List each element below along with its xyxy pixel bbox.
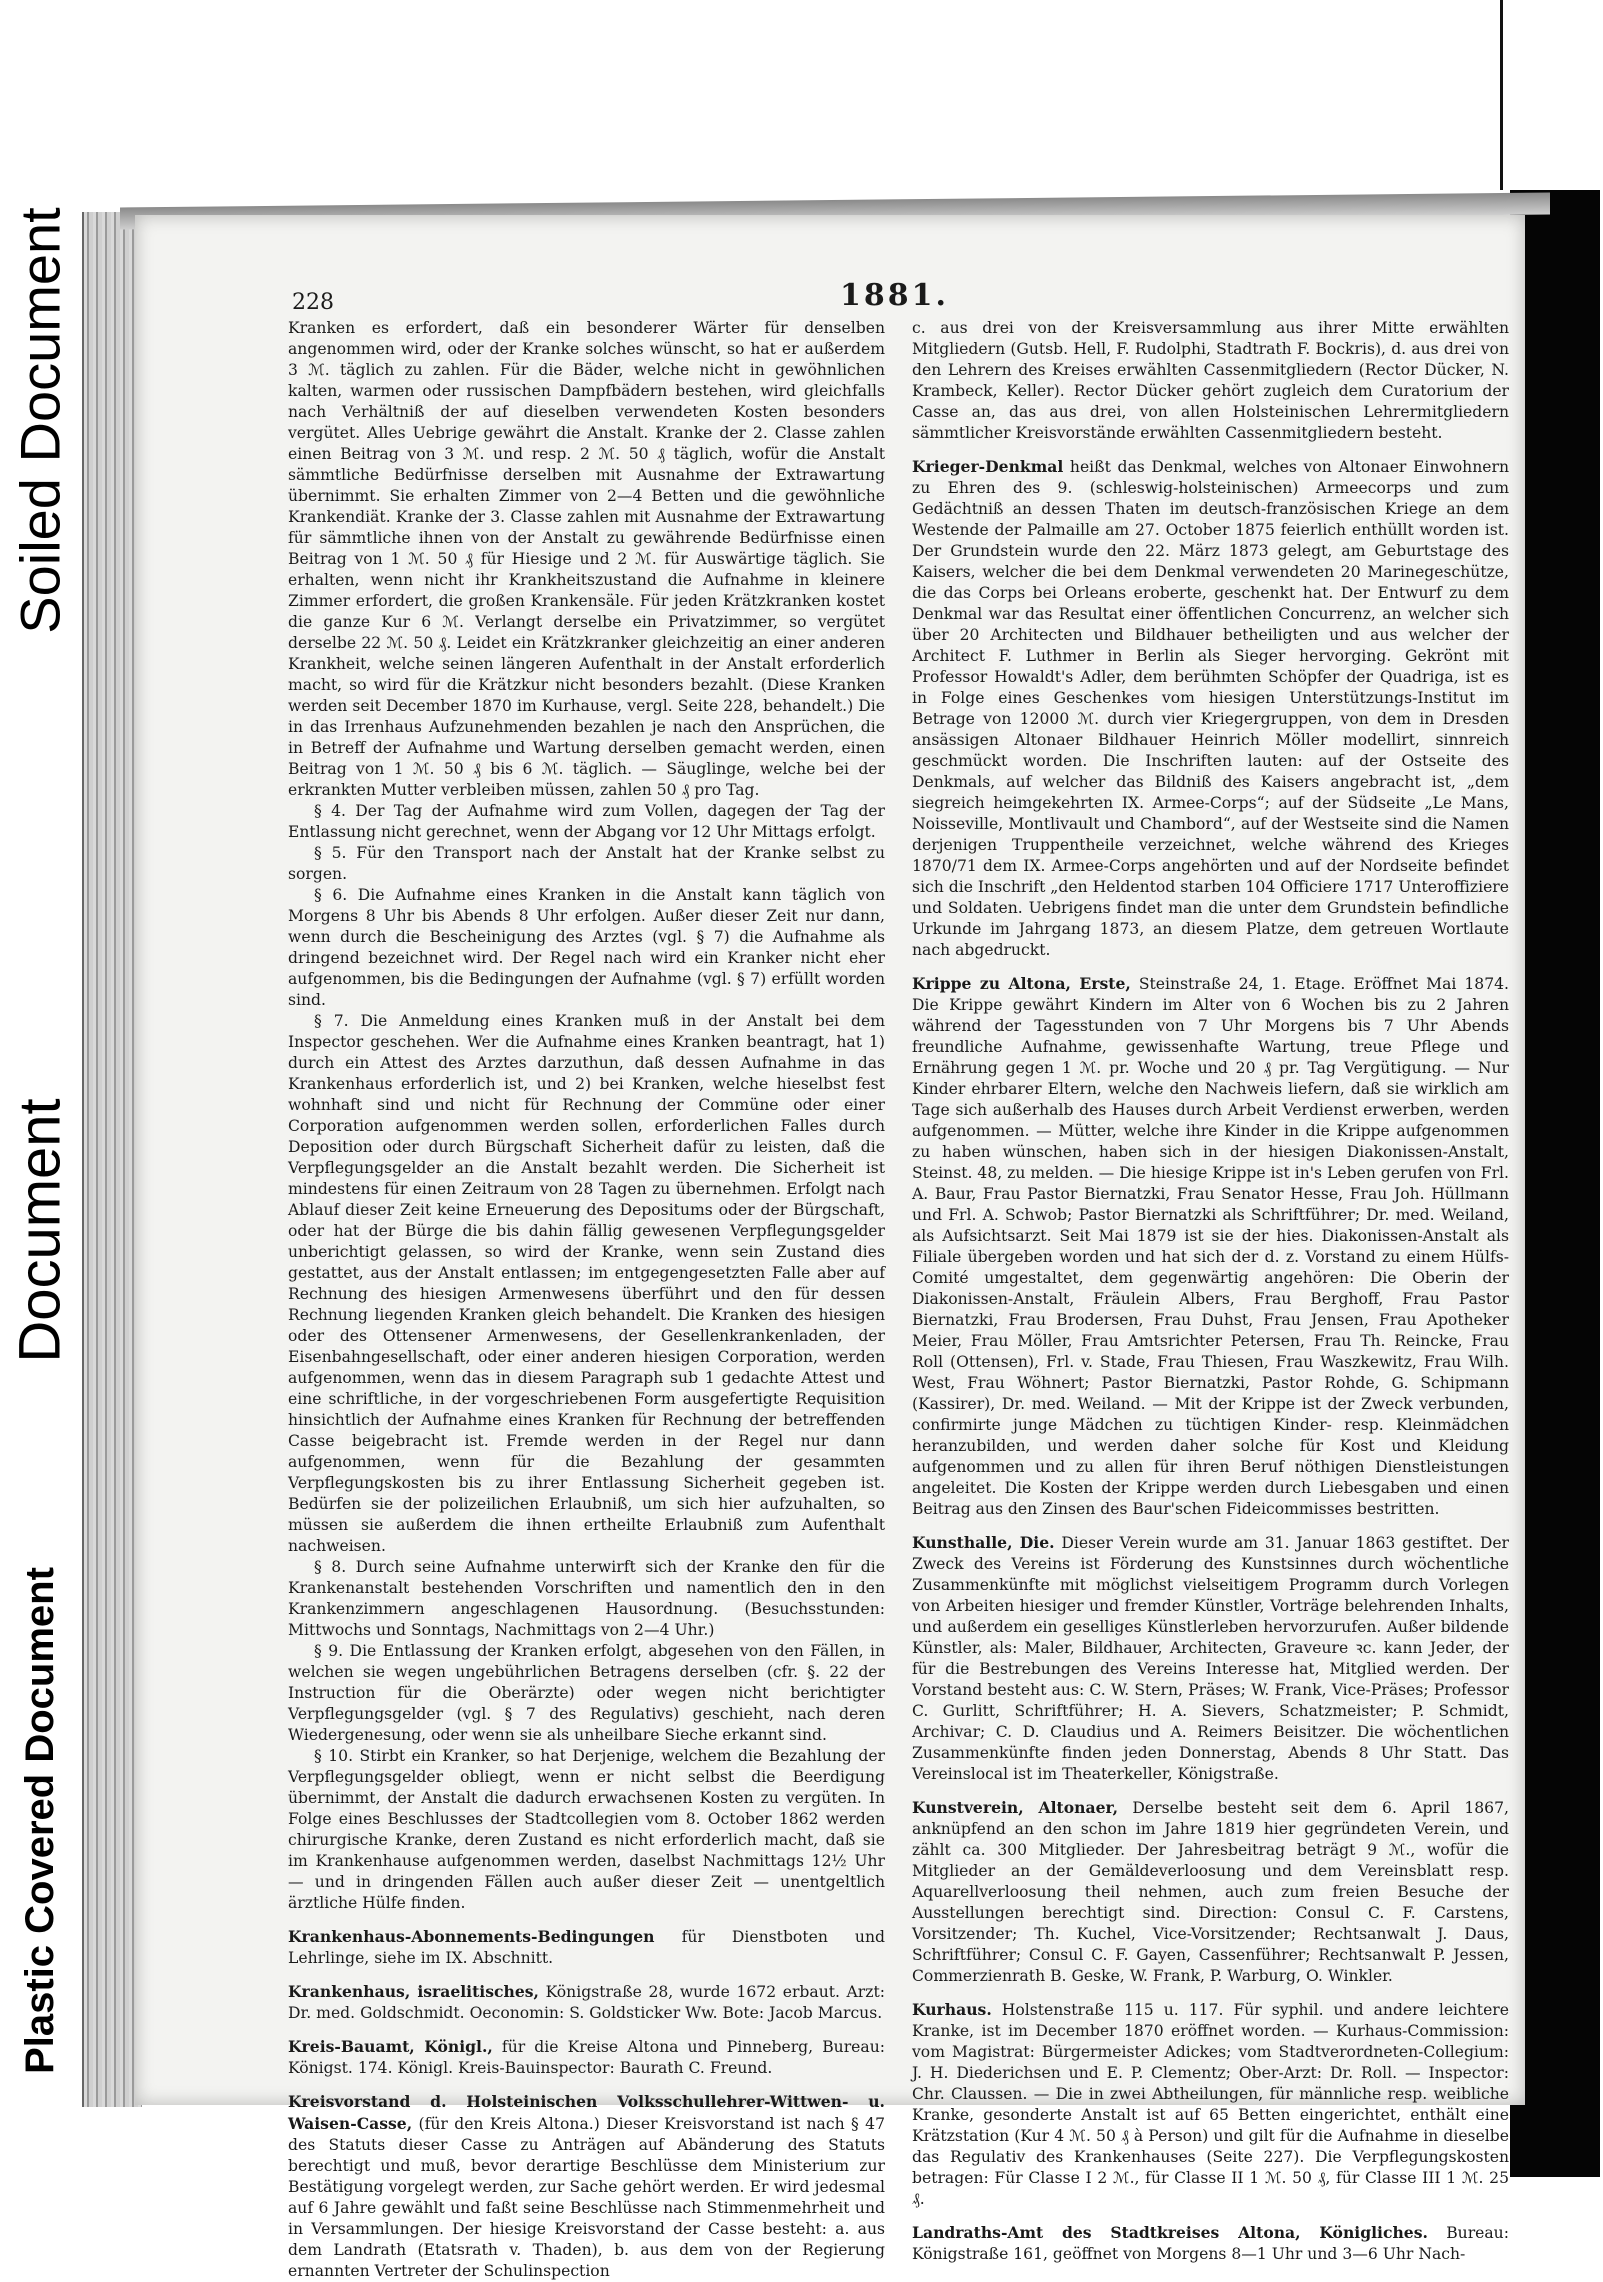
entry-text: Königstraße 28, wurde 1672 erbaut. Arzt: Dr. med. Goldschmidt. Oeconomin: S. Goldsticker Ww. Bote: Jacob Marcus. [288, 1983, 885, 2022]
directory-entry [288, 2091, 885, 2282]
entry-text: für die Kreise Altona und Pinneberg, Bureau: Königst. 174. Königl. Kreis-Bauinspector: Baurath C. Freund. [288, 2038, 885, 2077]
document-label: Document [7, 1097, 73, 1363]
entry-heading: Kreis-Bauamt, Königl., [288, 2037, 493, 2056]
entry-text: Dieser Verein wurde am 31. Januar 1863 gestiftet. Der Zweck des Vereins ist Förderung des Kunstsinnes durch wöchentliche Zusammenkünfte mit möglichst vielseitigem Programm durch Vorlegen von Arbeiten hiesiger und fremder Künstler, Vorträge belehrenden Inhalts, und außerdem ein geselliges Künstlerleben hervorzurufen. Außer bildende Künstler, als: Maler, Bildhauer, Architecten, Graveure ꝛc. kann Jeder, der für die Bestrebungen des Vereins Interesse hat, Mitglied werden. Der Vorstand besteht aus: C. W. Stern, Präses; W. Frank, Vice-Präses; Professor C. Gurlitt, Schriftführer; H. A. Sievers, Schatzmeister; P. Schmidt, Archivar; C. D. Claudius und A. Reimers Beisitzer. Die wöchentlichen Zusammenkünfte finden jeden Donnerstag, Abends 8 Uhr Statt. Das Vereinslocal ist im Theaterkeller, Königstraße. [912, 1534, 1510, 1783]
section-paragraph: § 6. Die Aufnahme eines Kranken in die Anstalt kann täglich von Morgens 8 Uhr bis Abends 8 Uhr erfolgen. Außer dieser Zeit nur dann, wenn durch die Bescheinigung des Arztes (vgl. § 7) die Aufnahme als dringend bezeichnet wird. Der Regel nach wird ein Kranker nicht eher aufgenommen, bis die Bedingungen der Aufnahme (vgl. § 7) erfüllt worden sind. [288, 886, 885, 1009]
directory-entry [912, 1532, 1509, 1785]
background-sheet [1500, 0, 1603, 190]
plastic-covered-label: Plastic Covered Document [17, 1566, 62, 2074]
directory-entry [912, 1797, 1509, 1987]
entry-heading: Krieger-Denkmal [912, 457, 1064, 476]
directory-entry [288, 1926, 885, 1969]
directory-entry [912, 973, 1509, 1520]
left-text-column [288, 318, 885, 2280]
entry-heading: Landraths-Amt des Stadtkreises Altona, Königliches. [912, 2223, 1428, 2242]
page-stack-edges [82, 212, 142, 2107]
entry-text: (für den Kreis Altona.) Dieser Kreisvorstand ist nach § 47 des Statuts dieser Casse zu Anträgen auf Abänderung des Statuts berechtigt und muß, bevor derartige Beschlüsse dem Ministerium zur Bestätigung vorgelegt werden, zur Sache gehört werden. Er wird jedesmal auf 6 Jahre gewählt und faßt seine Beschlüsse nach Stimmenmehrheit und in Versammlungen. Der hiesige Kreisvorstand der Casse besteht: a. aus dem Landrath (Etatsrath v. Thaden), b. aus dem von der Regierung ernannten Vertreter der Schulinspection [288, 2115, 885, 2280]
directory-entry [288, 2036, 885, 2079]
directory-entry [288, 1981, 885, 2024]
entry-text: für Dienstboten und Lehrlinge, siehe im IX. Abschnitt. [288, 1928, 885, 1967]
entry-text: heißt das Denkmal, welches von Altonaer Einwohnern zu Ehren des 9. (schleswig-holsteinischen) Armeecorps und zum Gedächtniß an dessen Thaten im deutsch-französischen Kriege an dem Westende der Palmaille am 27. October 1875 feierlich enthüllt worden ist. Der Grundstein wurde den 22. März 1873 gelegt, am Geburtstage des Kaisers, welcher die bei dem Denkmal verwendeten 20 Marinegeschütze, die das Corps bei Orleans eroberte, geschenkt hat. Der Entwurf zu dem Denkmal war das Resultat einer öffentlichen Concurrenz, an welcher sich über 20 Architecten und Bildhauer betheiligten und aus welcher der Architect F. Luthmer in Berlin als Sieger hervorging. Gekrönt mit Professor Howaldt's Adler, dem berühmten Schöpfer der Quadriga, ist es in Folge eines Geschenkes vom hiesigen Unterstützungs-Institut im Betrage von 12000 ℳ. durch vier Kriegergruppen, von dem in Dresden ansässigen Altonaer Bildhauer Heinrich Möller modellirt, sinnreich geschmückt worden. Die Inschriften lauten: auf der Ostseite des Denkmals, auf welcher das Bildniß des Kaisers angebracht ist, „dem siegreich heimgekehrten IX. Armee-Corps“; auf der Südseite „Le Mans, Noisseville, Montlivault und Chambord“, auf der Westseite sind die Namen derjenigen Truppentheile verzeichnet, welche während des Krieges 1870/71 dem IX. Armee-Corps angehörten und auf der Nordseite befindet sich die Inschrift „den Heldentod starben 104 Officiere 1717 Unteroffiziere und Soldaten. Uebrigens findet man die unter dem Grundstein befindliche Urkunde im Jahrgang 1873, an diesem Platze, dem getreuen Wortlaute nach abgedruckt. [912, 458, 1509, 959]
directory-entry [912, 2222, 1509, 2265]
section-paragraph: § 4. Der Tag der Aufnahme wird zum Vollen, dagegen der Tag der Entlassung nicht gerechnet, wenn der Abgang vor 12 Uhr Mittags erfolgt. [288, 802, 885, 841]
section-paragraph: § 9. Die Entlassung der Kranken erfolgt, abgesehen von den Fällen, in welchen sie wegen ungebührlichen Betragens derselben (cfr. §. 22 der Instruction für die Oberärzte) oder wegen nicht berichtigter Verpflegungsgelder (vgl. § 7 des Regulativs) geschieht, nach deren Wiedergenesung, oder wenn sie als unheilbare Sieche erkannt sind. [288, 1642, 885, 1744]
section-paragraph: § 5. Für den Transport nach der Anstalt hat der Kranke selbst zu sorgen. [288, 844, 885, 883]
entry-text: Bureau: Königstraße 161, geöffnet von Morgens 8—1 Uhr und 3—6 Uhr Nach- [912, 2224, 1509, 2263]
soiled-document-label: Soiled Document [8, 206, 72, 634]
text-paragraph: Kranken es erfordert, daß ein besonderer Wärter für denselben angenommen wird, oder der Kranke solches wünscht, so hat er außerdem 3 ℳ. täglich zu zahlen. Für die Bäder, welche nicht in gewöhnlichen kalten, warmen oder russischen Dampfbädern bestehen, wird gleichfalls nach Verhältniß der auf dieselben verwendeten Kosten besonders vergütet. Alles Uebrige gewährt die Anstalt. Kranke der 2. Classe zahlen einen Beitrag von 3 ℳ. und resp. 2 ℳ. 50 ₰ täglich, wofür die Anstalt sämmtliche Bedürfnisse derselben mit Ausnahme der Extrawartung übernimmt. Sie erhalten Zimmer von 2—4 Betten und die gewöhnliche Krankendiät. Kranke der 3. Classe zahlen mit Ausnahme der Extrawartung für sämmtliche ihnen von der Anstalt zu gewährende Bedürfnisse einen Beitrag von 1 ℳ. 50 ₰ für Hiesige und 2 ℳ. für Auswärtige täglich. Sie erhalten, wenn nicht ihr Krankheitszustand die Aufnahme in kleinere Zimmer erfordert, die großen Krankensäle. Für jeden Krätzkranken kostet die ganze Kur 6 ℳ. Verlangt derselbe ein Privatzimmer, so vergütet derselbe 22 ℳ. 50 ₰. Leidet ein Krätzkranker gleichzeitig an einer anderen Krankheit, welche seinen längeren Aufenthalt in der Anstalt erforderlich macht, so wird für die Krätzkur nicht besonders bezahlt. (Diese Kranken werden seit December 1870 im Kurhause, vergl. Seite 228, behandelt.) Die in das Irrenhaus Aufzunehmenden bezahlen je nach den Ansprüchen, die in Betreff der Aufnahme und Wartung derselben gemacht werden, einen Beitrag von 1 ℳ. 50 ₰ bis 6 ℳ. täglich. — Säuglinge, welche bei der erkrankten Mutter verbleiben müssen, zahlen 50 ₰ pro Tag. [288, 319, 885, 799]
entry-heading: Krankenhaus, israelitisches, [288, 1982, 539, 2001]
page-number: 228 [292, 290, 334, 315]
running-head-year: 1881. [840, 278, 949, 313]
section-paragraph: § 10. Stirbt ein Kranker, so hat Derjenige, welchem die Bezahlung der Verpflegungsgelder obliegt, wenn er nicht selbst die Beerdigung übernimmt, der Anstalt die dadurch erwachsenen Kosten zu vergüten. In Folge eines Beschlusses der Stadtcollegien vom 8. October 1862 werden chirurgische Kranke, deren Zustand es nicht erforderlich macht, daß sie im Krankenhause aufgenommen werden, daselbst Nachmittags 12½ Uhr — und in dringenden Fällen auch außer dieser Zeit — unentgeltlich ärztliche Hülfe finden. [288, 1747, 885, 1912]
entry-heading: Krippe zu Altona, Erste, [912, 974, 1131, 993]
entry-heading: Kunstverein, Altonaer, [912, 1798, 1119, 1817]
entry-heading: Kreisvorstand d. Holsteinischen Volksschullehrer-Wittwen- u. Waisen-Casse, [288, 2092, 885, 2133]
entry-heading: Kurhaus. [912, 2000, 992, 2019]
entry-heading: Kunsthalle, Die. [912, 1533, 1055, 1552]
section-paragraph: § 8. Durch seine Aufnahme unterwirft sich der Kranke den für die Krankenanstalt bestehenden Vorschriften und namentlich den in den Krankenzimmern angeschlagenen Hausordnung. (Besuchsstunden: Mittwochs und Sonntags, Nachmittags von 2—4 Uhr.) [288, 1558, 885, 1639]
entry-heading: Krankenhaus-Abonnements-Bedingungen [288, 1927, 655, 1946]
right-text-column [912, 318, 1510, 2263]
entry-text: Holstenstraße 115 u. 117. Für syphil. und andere leichtere Kranke, ist im December 1870 eröffnet worden. — Kurhaus-Commission: vom Magistrat: Bürgermeister Adickes; vom Stadtverordneten-Collegium: J. H. Diederichsen und E. P. Clementz; Ober-Arzt: Dr. Roll. — Inspector: Chr. Claussen. — Die in zwei Abtheilungen, für männliche resp. weibliche Kranke, gesonderte Anstalt ist auf 65 Betten eingerichtet, enthält eine Krätzstation (Kur 4 ℳ. 50 ₰ à Person) und gilt für die Aufnahme in dieselbe das Regulativ des Krankenhauses (Seite 227). Die Verpflegungskosten betragen: Für Classe I 2 ℳ., für Classe II 1 ℳ. 50 ₰, für Classe III 1 ℳ. 25 ₰. [912, 2001, 1509, 2208]
entry-text: Steinstraße 24, 1. Etage. Eröffnet Mai 1874. Die Krippe gewährt Kindern im Alter von 6 Wochen bis zu 2 Jahren während der Tagesstunden von 7 Uhr Morgens bis 7 Uhr Abends freundliche Aufnahme, gewissenhafte Wartung, treue Pflege und Ernährung gegen 1 ℳ. pr. Woche und 20 ₰ pr. Tag Vergütigung. — Nur Kinder ehrbarer Eltern, welche den Nachweis liefern, daß sie wirklich am Tage sich außerhalb des Hauses durch Arbeit Verdienst erwerben, werden aufgenommen. — Mütter, welche ihre Kinder in die Krippe aufgenommen zu haben wünschen, haben sich in der hiesigen Diakonissen-Anstalt, Steinst. 48, zu melden. — Die hiesige Krippe ist in's Leben gerufen von Frl. A. Baur, Frau Pastor Biernatzki, Frau Senator Hesse, Frau Joh. Hüllmann und Frl. A. Schwob; Pastor Biernatzki als Schriftführer; Dr. med. Weiland, als Aufsichtsarzt. Seit Mai 1879 ist sie der hies. Diakonissen-Anstalt als Filiale übergeben worden und hat sich der d. z. Vorstand zu einem Hülfs-Comité umgestaltet, dem gegenwärtig angehören: Die Oberin der Diakonissen-Anstalt, Fräulein Albers, Frau Berghoff, Frau Pastor Biernatzki, Frau Brodersen, Frau Duhst, Frau Jensen, Frau Apotheker Meier, Frau Möller, Frau Amtsrichter Petersen, Frau Th. Reincke, Frau Roll (Ottensen), Frl. v. Stade, Frau Thiesen, Frau Waszkewitz, Frau Wilh. West, Frau Wöhnert; Pastor Biernatzki, Pastor Rohde, G. Schipmann (Kassirer), Dr. med. Weiland. — Mit der Krippe ist der Zweck verbunden, confirmirte junge Mädchen zu tüchtigen Kinder- resp. Kleinmädchen heranzubilden, und werden daher solche für Kost und Kleidung aufgenommen und zu allen für ihren Beruf nöthigen Dienstleistungen angeleitet. Die Kosten der Krippe werden durch Liebesgaben und einen Beitrag aus den Zinsen des Baur'schen Fideicommisses bestritten. [912, 975, 1509, 1518]
directory-entry [912, 456, 1509, 961]
directory-entry [912, 1999, 1509, 2210]
entry-text: Derselbe besteht seit dem 6. April 1867, anknüpfend an den schon im Jahre 1819 hier gegründeten Verein, und zählt ca. 300 Mitglieder. Der Jahresbeitrag beträgt 9 ℳ., wofür die Mitglieder an der Gemäldeverloosung und dem Vereinsblatt resp. Aquarellverloosung theil nehmen, auch zum freien Besuche der Ausstellungen berechtigt sind. Direction: Consul C. F. Carstens, Vorsitzender; Th. Kuchel, Vice-Vorsitzender; Rechtsanwalt J. Daus, Schriftführer; Consul C. F. Gayen, Cassenführer; Rechtsanwalt P. Jessen, Commerzienrath B. Geske, W. Frank, P. Warburg, O. Winkler. [912, 1799, 1509, 1985]
section-paragraph: § 7. Die Anmeldung eines Kranken muß in der Anstalt bei dem Inspector geschehen. Wer die Aufnahme eines Kranken beantragt, hat 1) durch ein Attest des Arztes darzuthun, daß dessen Aufnahme in das Krankenhaus erforderlich ist, und 2) bei Kranken, welche hieselbst fest wohnhaft sind und nicht für Rechnung der Commüne oder einer Corporation aufgenommen werden sollen, erforderlichen Falles durch Deposition oder durch Bürgschaft Sicherheit dafür zu leisten, daß die Verpflegungsgelder an die Anstalt bezahlt werden. Die Sicherheit ist mindestens für einen Zeitraum von 28 Tagen zu übernehmen. Erfolgt nach Ablauf dieser Zeit keine Erneuerung des Depositums oder der Bürgschaft, oder hat der Bürge die bis dahin fällig gewesenen Verpflegungsgelder unberichtigt gelassen, so wird der Kranke, wenn sein Zustand dies gestattet, aus der Anstalt entlassen; im entgegengesetzten Falle aber auf Rechnung des hiesigen Armenwesens überführt und den für dessen Rechnung liegenden Kranken gleich behandelt. Die Kranken des hiesigen oder des Ottensener Armenwesens, der Gesellenkrankenladen, der Eisenbahngesellschaft, oder einer anderen hiesigen Corporation, werden aufgenommen, wenn das in diesem Paragraph sub 1 gedachte Attest und eine schriftliche, in der vorgeschriebenen Form ausgefertigte Requisition hinsichtlich der Aufnahme eines Kranken für Rechnung der betreffenden Casse beigebracht ist. Fremde werden in der Regel nur dann aufgenommen, wenn für die Bezahlung der gesammten Verpflegungskosten bis zu ihrer Entlassung Sicherheit gegeben ist. Bedürfen sie der polizeilichen Erlaubniß, um sich hier aufzuhalten, so müssen sie außerdem die ihnen ertheilte Erlaubniß zum Aufenthalt nachweisen. [288, 1012, 885, 1555]
text-paragraph: c. aus drei von der Kreisversammlung aus ihrer Mitte erwählten Mitgliedern (Gutsb. Hell, F. Rudolphi, Stadtrath F. Bockris), d. aus drei von den Lehrern des Kreises erwählten Cassenmitgliedern (Rector Dücker, N. Krambeck, Keller). Rector Dücker gehört zugleich dem Curatorium der Casse an, das aus drei, von allen Holsteinischen Lehrermitgliedern sämmtlicher Kreisvorstände erwählten Cassenmitgliedern besteht. [912, 319, 1509, 442]
